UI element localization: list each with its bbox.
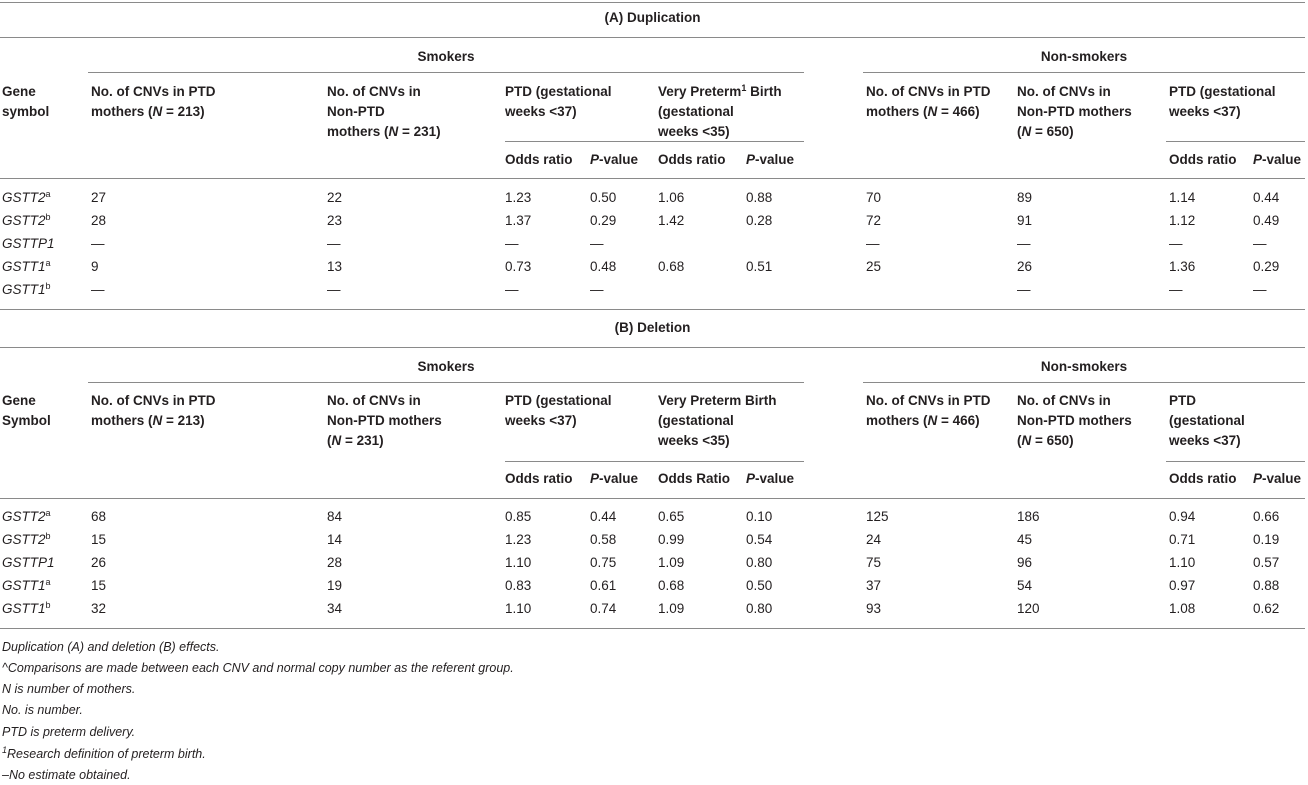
section-a-nonsmokers-label: Non-smokers (1040, 49, 1128, 64)
table-cell: 0.68 (658, 259, 685, 274)
table-cell: 89 (1017, 190, 1033, 205)
table-cell: — (1169, 282, 1183, 297)
table-cell: 1.42 (658, 213, 685, 228)
table-cell: 0.85 (505, 509, 532, 524)
table-cell: 25 (866, 259, 882, 274)
footnote-1: Duplication (A) and deletion (B) effects. (2, 640, 220, 654)
table-cell: 34 (327, 601, 343, 616)
b-ns-nonptd-mothers-header: No. of CNVs in Non-PTD mothers (N = 650) (1017, 393, 1132, 448)
table-cell: — (91, 282, 105, 297)
b-pvalue-2: P-value (746, 471, 795, 486)
table-cell: — (327, 282, 341, 297)
a-col-gene-header: Gene symbol (2, 84, 50, 119)
table-cell: 1.08 (1169, 601, 1196, 616)
rule-top (0, 2, 1305, 3)
table-cell: 1.09 (658, 601, 685, 616)
gene-symbol-cell: GSTTP1 (2, 236, 55, 251)
table-cell: 70 (866, 190, 882, 205)
rule-b-subheader-smokers (505, 461, 804, 462)
table-cell: 0.51 (746, 259, 773, 274)
table-cell: 0.99 (658, 532, 685, 547)
gene-symbol-cell: GSTT2$^a$ (2, 189, 51, 205)
rule-a-subheader-smokers (505, 141, 804, 142)
table-cell: — (1253, 282, 1267, 297)
table-cell: 0.94 (1169, 509, 1196, 524)
table-cell: 1.09 (658, 555, 685, 570)
table-cell: 0.80 (746, 555, 773, 570)
table-cell: 0.58 (590, 532, 617, 547)
table-cell: 1.23 (505, 532, 532, 547)
table-cell: 15 (91, 578, 107, 593)
a-pvalue-3: P-value (1253, 152, 1302, 167)
b-ns-ptd-header: PTD (gestational weeks <37) (1169, 393, 1245, 448)
table-cell: 0.97 (1169, 578, 1196, 593)
b-pvalue-1: P-value (590, 471, 639, 486)
gene-symbol-cell: GSTT2$^a$ (2, 508, 51, 524)
table-cell: 0.80 (746, 601, 773, 616)
table-cell: 1.37 (505, 213, 532, 228)
rule-a-header-bottom (0, 178, 1305, 179)
table-cell: 45 (1017, 532, 1033, 547)
gene-symbol-cell: GSTT1$^a$ (2, 577, 51, 593)
b-odds-ratio-1: Odds ratio (505, 471, 573, 486)
table-cell: 120 (1017, 601, 1040, 616)
table-cell: 0.29 (1253, 259, 1280, 274)
table-cell: 0.65 (658, 509, 685, 524)
table-cell: 0.83 (505, 578, 532, 593)
table-cell: 0.19 (1253, 532, 1280, 547)
footnote-2: ^Comparisons are made between each CNV and normal copy number as the referent group. (2, 661, 514, 675)
table-cell: 37 (866, 578, 882, 593)
table-cell: 125 (866, 509, 889, 524)
section-a-smokers-label: Smokers (417, 49, 475, 64)
table-cell: 0.57 (1253, 555, 1280, 570)
a-pvalue-2: P-value (746, 152, 795, 167)
table-cell: 1.10 (1169, 555, 1196, 570)
rule-b-smokers (88, 382, 804, 383)
a-odds-ratio-2: Odds ratio (658, 152, 726, 167)
a-odds-ratio-1: Odds ratio (505, 152, 573, 167)
table-cell: 23 (327, 213, 343, 228)
table-cell: 0.73 (505, 259, 532, 274)
table-cell: — (590, 236, 604, 251)
rule-b-title (0, 347, 1305, 348)
a-odds-ratio-3: Odds ratio (1169, 152, 1237, 167)
gene-symbol-cell: GSTTP1 (2, 555, 55, 570)
footnote-6: $^1$Research definition of preterm birth. (2, 745, 206, 761)
table-cell: 0.49 (1253, 213, 1280, 228)
table-cell: 1.36 (1169, 259, 1196, 274)
table-cell: 32 (91, 601, 107, 616)
table-cell: 0.61 (590, 578, 617, 593)
table-cell: 72 (866, 213, 882, 228)
rule-b-bottom (0, 628, 1305, 629)
table-cell: 84 (327, 509, 343, 524)
table-cell: 0.44 (590, 509, 617, 524)
table-cell: 13 (327, 259, 343, 274)
b-col-vpb-header: Very Preterm Birth (gestational weeks <35) (658, 393, 777, 448)
table-cell: 28 (91, 213, 107, 228)
footnote-3: N is number of mothers. (2, 682, 136, 696)
table-cell: 0.74 (590, 601, 617, 616)
table-cell: — (505, 236, 519, 251)
section-b-nonsmokers-label: Non-smokers (1040, 359, 1128, 374)
b-col-ptd-mothers-header: No. of CNVs in PTD mothers (N = 213) (91, 393, 216, 428)
b-col-nonptd-mothers-header: No. of CNVs in Non-PTD mothers (N = 231) (327, 393, 442, 448)
table-cell: 0.75 (590, 555, 617, 570)
table-cell: 0.10 (746, 509, 773, 524)
table-cell: 0.29 (590, 213, 617, 228)
table-cell: 0.68 (658, 578, 685, 593)
b-odds-ratio-3: Odds ratio (1169, 471, 1237, 486)
section-a-title: (A) Duplication (604, 10, 701, 25)
table-cell: 0.50 (590, 190, 617, 205)
rule-a-smokers (88, 72, 804, 73)
footnote-7: –No estimate obtained. (2, 768, 131, 782)
table-cell: 93 (866, 601, 882, 616)
b-col-gene-header: Gene Symbol (2, 393, 51, 428)
table-cell: 24 (866, 532, 882, 547)
a-col-vpb-header: Very Preterm$^1$ Birth (gestational weeks <35) (658, 83, 782, 139)
gene-symbol-cell: GSTT1$^b$ (2, 281, 51, 297)
table-cell: 26 (91, 555, 107, 570)
table-cell: — (91, 236, 105, 251)
table-cell: 1.23 (505, 190, 532, 205)
table-cell: — (866, 236, 880, 251)
table-cell: 0.28 (746, 213, 773, 228)
table-cell: 0.44 (1253, 190, 1280, 205)
table-cell: 96 (1017, 555, 1033, 570)
table-cell: 14 (327, 532, 343, 547)
section-b-title: (B) Deletion (614, 320, 691, 335)
table-cell: 0.66 (1253, 509, 1280, 524)
a-ns-ptd-mothers-header: No. of CNVs in PTD mothers (N = 466) (866, 84, 991, 119)
table-cell: 26 (1017, 259, 1033, 274)
rule-a-subheader-nonsmokers (1166, 141, 1305, 142)
table-cell: 186 (1017, 509, 1040, 524)
table-cell: — (505, 282, 519, 297)
a-col-nonptd-mothers-header: No. of CNVs in Non-PTD mothers (N = 231) (327, 84, 441, 139)
gene-symbol-cell: GSTT1$^b$ (2, 600, 51, 616)
table-cell: — (1253, 236, 1267, 251)
b-odds-ratio-2: Odds Ratio (658, 471, 731, 486)
table-cell: 0.71 (1169, 532, 1196, 547)
table-cell: 1.10 (505, 601, 532, 616)
table-cell: 19 (327, 578, 343, 593)
a-col-ptd-gest-header: PTD (gestational weeks <37) (505, 84, 612, 119)
table-cell: 9 (91, 259, 99, 274)
b-col-ptd-gest-header: PTD (gestational weeks <37) (505, 393, 612, 428)
table-cell: 0.62 (1253, 601, 1280, 616)
a-pvalue-1: P-value (590, 152, 639, 167)
rule-a-title (0, 37, 1305, 38)
table-cell: 1.14 (1169, 190, 1196, 205)
gene-symbol-cell: GSTT2$^b$ (2, 531, 51, 547)
table-cell: 27 (91, 190, 107, 205)
section-b-smokers-label: Smokers (417, 359, 475, 374)
table-cell: — (590, 282, 604, 297)
table-cell: 0.48 (590, 259, 617, 274)
table-cell: 1.10 (505, 555, 532, 570)
a-ns-ptd-gest-header: PTD (gestational weeks <37) (1169, 84, 1276, 119)
footnote-4: No. is number. (2, 703, 83, 717)
table-cell: 0.54 (746, 532, 773, 547)
table-cell: — (327, 236, 341, 251)
table-cell: 0.50 (746, 578, 773, 593)
table-cell: 0.88 (1253, 578, 1280, 593)
rule-b-nonsmokers (863, 382, 1305, 383)
gene-symbol-cell: GSTT1$^a$ (2, 258, 51, 274)
table-cell: — (1017, 236, 1031, 251)
table-cell: 22 (327, 190, 343, 205)
table-cell: 1.06 (658, 190, 685, 205)
table-cell: 1.12 (1169, 213, 1196, 228)
rule-b-header-bottom (0, 498, 1305, 499)
b-ns-ptd-mothers-header: No. of CNVs in PTD mothers (N = 466) (866, 393, 991, 428)
rule-b-subheader-nonsmokers (1166, 461, 1305, 462)
rule-a-nonsmokers (863, 72, 1305, 73)
footnote-5: PTD is preterm delivery. (2, 725, 136, 739)
rule-a-bottom (0, 309, 1305, 310)
table-cell: — (1017, 282, 1031, 297)
table-cell: — (1169, 236, 1183, 251)
table-cell: 68 (91, 509, 107, 524)
b-pvalue-3: P-value (1253, 471, 1302, 486)
table-cell: 91 (1017, 213, 1033, 228)
a-ns-nonptd-mothers-header: No. of CNVs in Non-PTD mothers (N = 650) (1017, 84, 1132, 139)
table-cell: 0.88 (746, 190, 773, 205)
a-col-ptd-mothers-header: No. of CNVs in PTD mothers (N = 213) (91, 84, 216, 119)
gene-symbol-cell: GSTT2$^b$ (2, 212, 51, 228)
table-cell: 75 (866, 555, 882, 570)
table-cell: 54 (1017, 578, 1033, 593)
table-cell: 15 (91, 532, 107, 547)
table-cell: 28 (327, 555, 343, 570)
